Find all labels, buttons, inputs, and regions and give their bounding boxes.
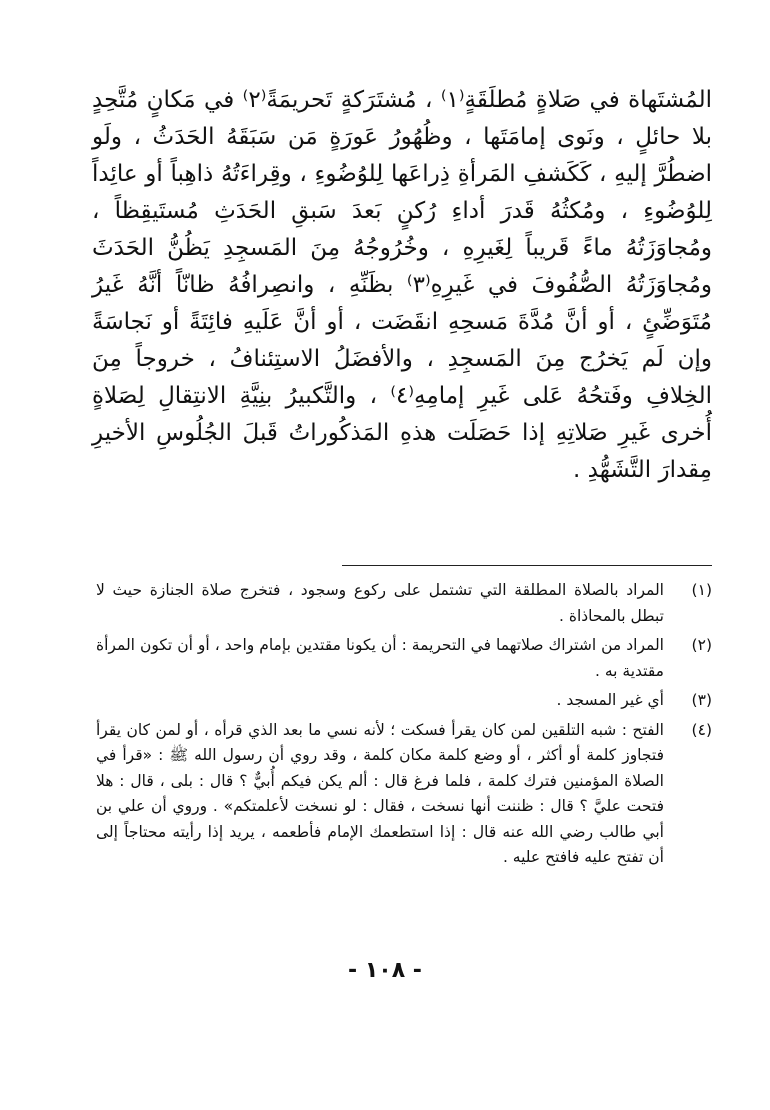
page-number: - ١٠٨ - (348, 958, 422, 983)
footnote-number: (٢) (691, 636, 712, 654)
footnote-text: المراد بالصلاة المطلقة التي تشتمل على ركوع وسجود ، فتخرج صلاة الجنازة حيث لا تبطل بالمحاذاة . (96, 581, 664, 625)
footnote-3 (96, 688, 712, 714)
footnote-separator (342, 565, 712, 566)
main-text-block (92, 82, 712, 489)
main-paragraph: المُشتَهاة في صَلاةٍ مُطلَقَةٍ⁽١⁾ ، مُشتَرَكةٍ تَحريمَةً⁽٢⁾ في مَكانٍ مُتَّحِدٍ بلا حائلٍ ، ونَوى إمامَتَها ، وظُهُورُ عَورَةٍ مَن سَبَقَهُ الحَدَثُ ، ولَو اضطُرَّ إليهِ ، كَكَشفِ المَرأةِ ذِراعَها لِلوُضُوءِ ، وقِراءَتُهُ ذاهِباً أو عائِداً لِلوُضُوءِ ، ومُكثُهُ قَدرَ أداءِ رُكنٍ بَعدَ سَبقِ الحَدَثِ مُستَيقِظاً ، ومُجاوَزَتُهُ ماءً قَريباً لِغَيرِهِ ، وخُرُوجُهُ مِنَ المَسجِدِ يَظُنُّ الحَدَثَ ومُجاوَزَتُهُ الصُّفُوفَ في غَيرِهِ⁽٣⁾ بظَنِّهِ ، وانصِرافُهُ ظانّاً أنَّهُ غَيرُ مُتَوَضِّئٍ ، أو أنَّ مُدَّةَ مَسحِهِ انقَضَت ، أو أنَّ عَلَيهِ فائِتَةً أو نَجاسَةً وإن لَم يَخرُج مِنَ المَسجِدِ ، والأفضَلُ الاستِئنافُ ، خروجاً مِنَ الخِلافِ وفَتحُهُ عَلى غَيرِ إمامِهِ⁽٤⁾ ، والتَّكبيرُ بنِيَّةِ الانتِقالِ لِصَلاةٍ أُخرى غَيرِ صَلاتِهِ إذا حَصَلَت هذهِ المَذكُوراتُ قَبلَ الجُلُوسِ الأخيرِ مِقدارَ التَّشَهُّدِ . (92, 87, 712, 483)
footnote-number: (٣) (691, 691, 712, 709)
footnote-text: الفتح : شبه التلقين لمن كان يقرأ فسكت ؛ لأنه نسي ما بعد الذي قرأه ، أو لمن كان يقرأ فتجاوز كلمة أو أكثر ، أو وضع كلمة مكان كلمة ، وقد روي أن رسول الله ﷺ : «قرأ في الصلاة المؤمنين فترك كلمة ، فلما فرغ قال : ألم يكن فيكم أُبيٌّ ؟ قال : بلى ، قال : هلا فتحت عليَّ ؟ قال : ظننت أنها نسخت ، فقال : لو نسخت لأعلمتكم» . وروي أن علي بن أبي طالب رضي الله عنه قال : إذا استطعمك الإمام فأطعمه ، يريد إذا رأيته محتاجاً إلى أن تفتح عليه فافتح عليه . (96, 720, 664, 866)
footnote-4 (96, 718, 712, 871)
footnote-1 (96, 578, 712, 629)
footnote-text: المراد من اشتراك صلاتهما في التحريمة : أن يكونا مقتدين بإمام واحد ، أو أن تكون المرأة مقتدية به . (96, 636, 664, 680)
footnote-number: (٤) (691, 720, 712, 739)
footnote-text: أي غير المسجد . (556, 691, 664, 709)
footnote-2 (96, 633, 712, 684)
footnote-number: (١) (691, 581, 712, 599)
footnotes (96, 578, 712, 875)
